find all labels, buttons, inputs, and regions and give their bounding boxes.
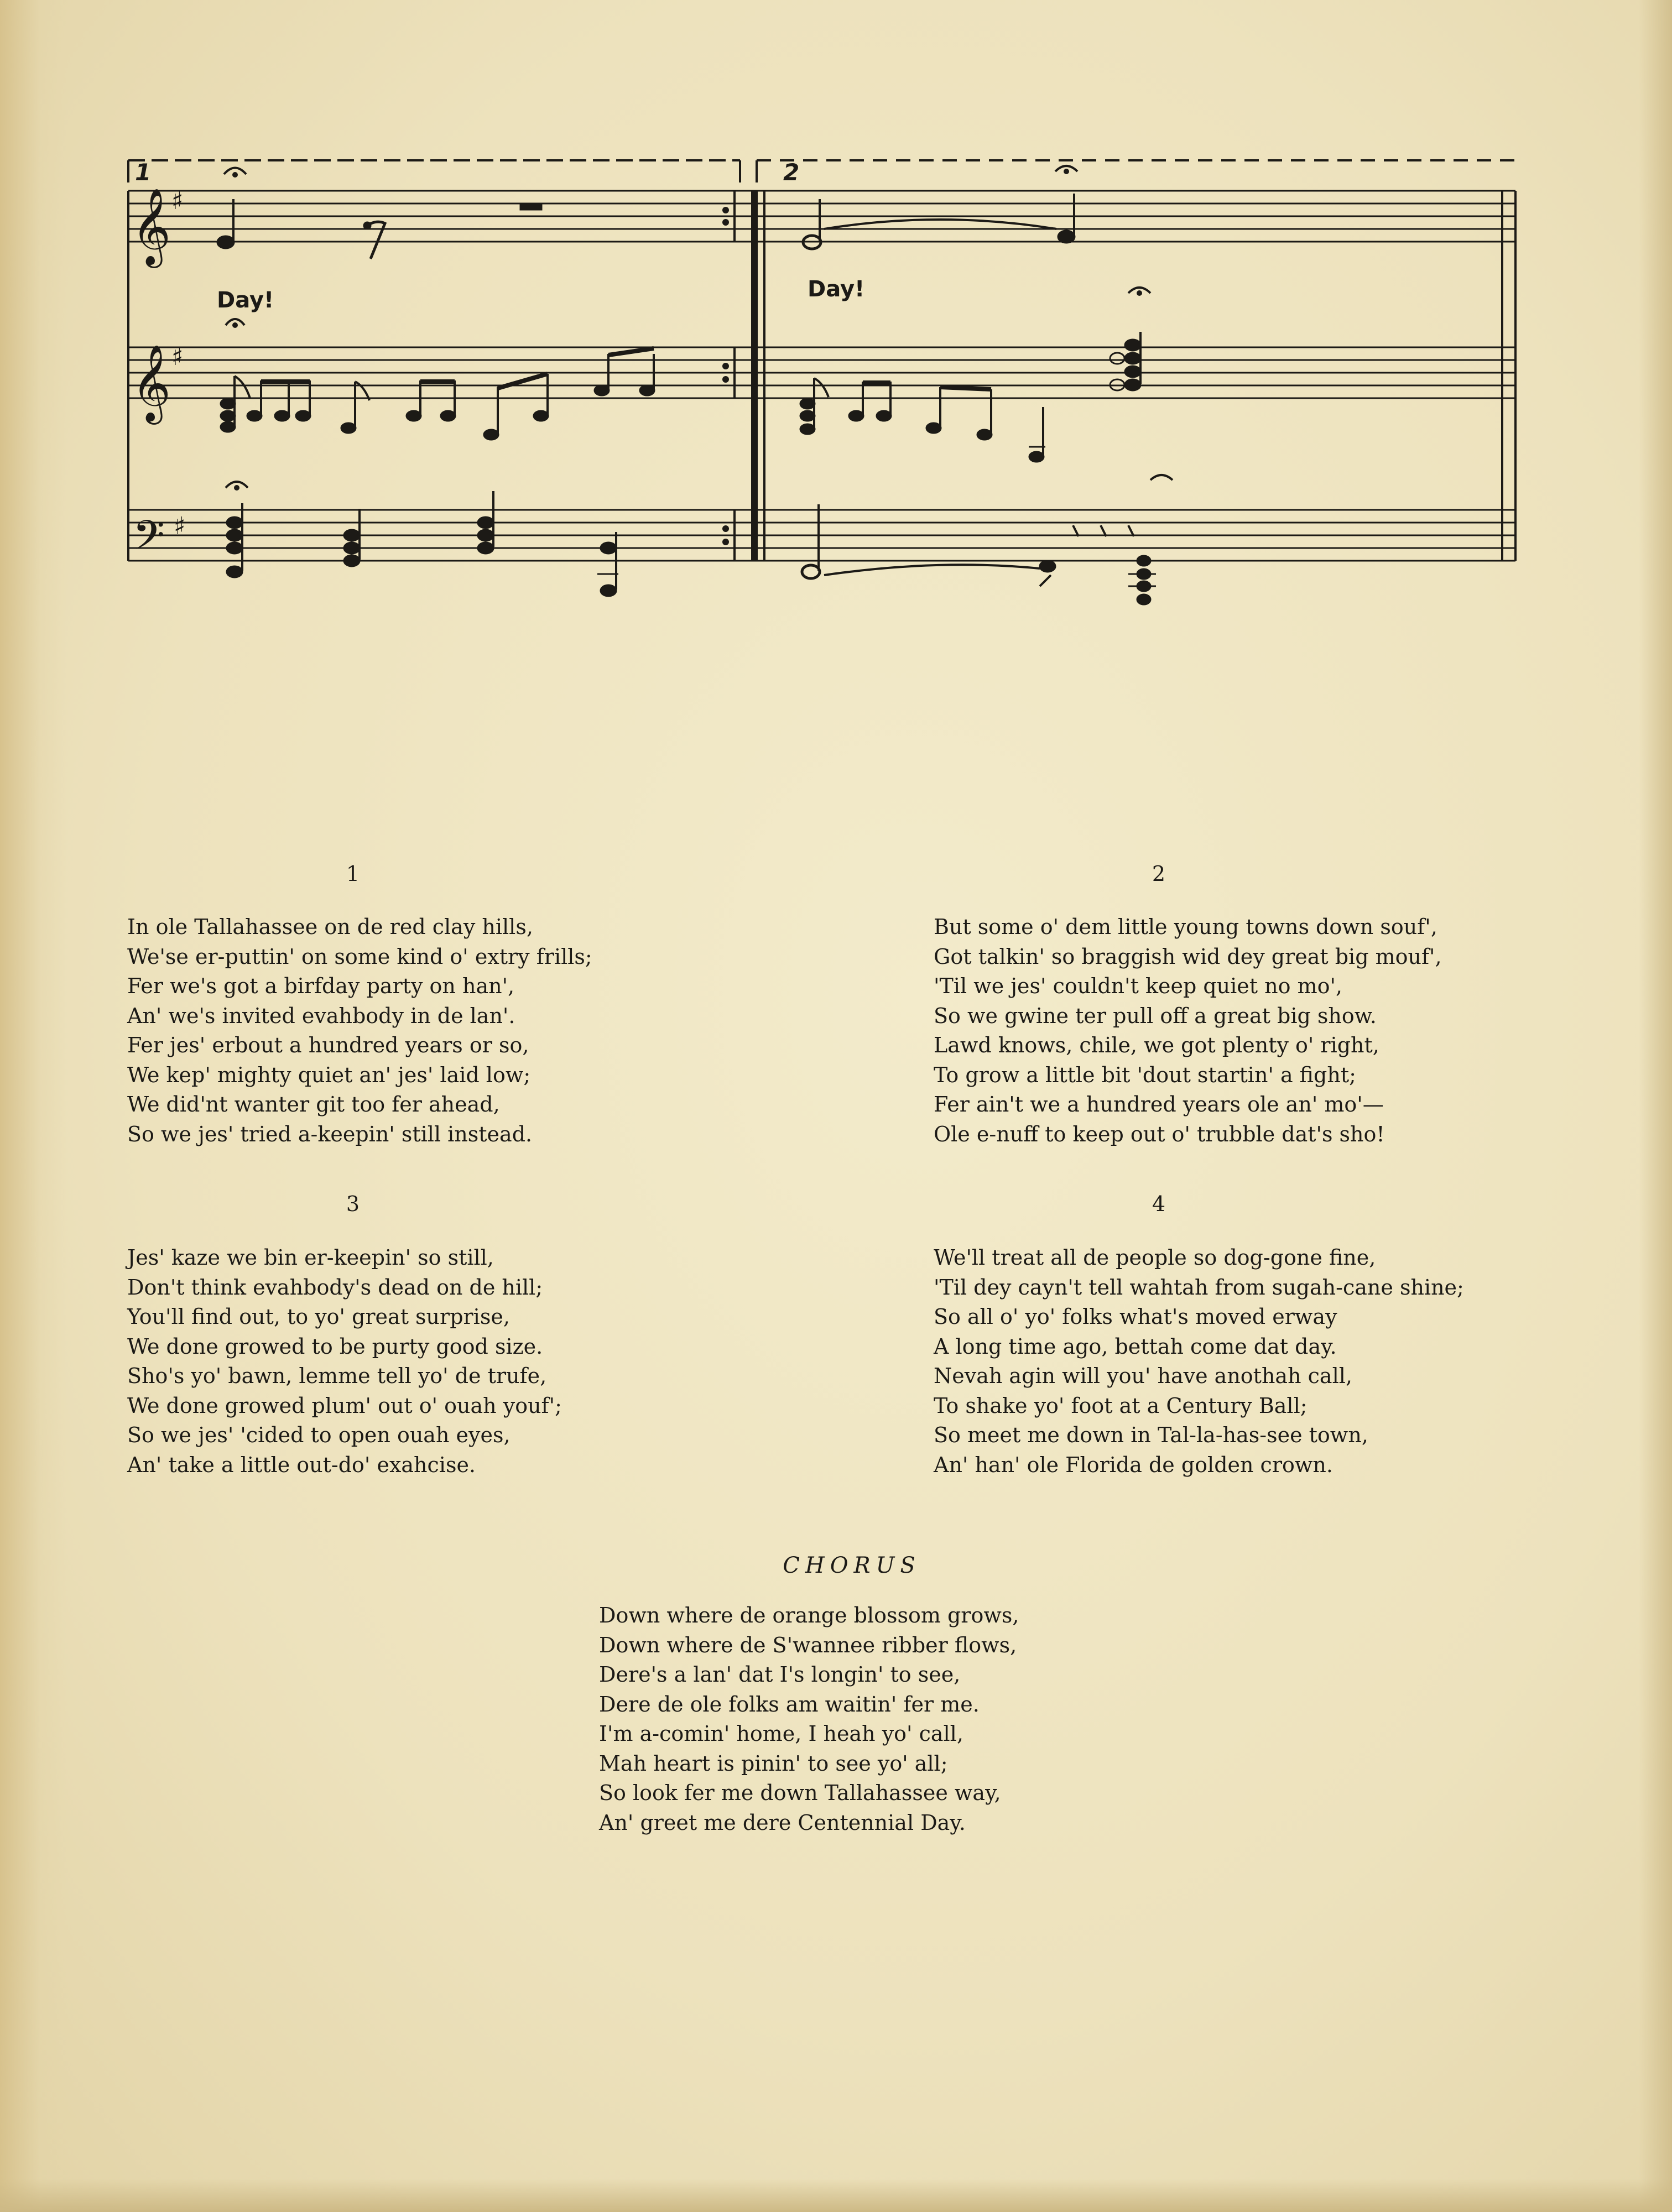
chorus-line: Mah heart is pinin' to see yo' all; [599, 1751, 948, 1776]
verse-line: We'll treat all de people so dog-gone fine, [934, 1245, 1376, 1270]
verse-line: Fer ain't we a hundred years ole an' mo'— [934, 1092, 1384, 1117]
page-aging-bottom [0, 2179, 1672, 2212]
sharp-icon: ♯ [174, 512, 186, 540]
verse-line: An' take a little out-do' exahcise. [127, 1452, 476, 1477]
verse-1 [127, 912, 592, 1149]
verse-line: We done growed to be purty good size. [127, 1334, 543, 1359]
first-ending-number: 1 [135, 159, 152, 186]
chorus-line: So look fer me down Tallahassee way, [599, 1781, 1001, 1805]
treble-clef-icon: 𝄞 [132, 188, 171, 265]
piano-bass-staff [128, 510, 1515, 561]
verse-line: Sho's yo' bawn, lemme tell yo' de trufe, [127, 1364, 547, 1388]
lyric-ending-1: Day! [217, 288, 274, 313]
verse-line: Ole e-nuff to keep out o' trubble dat's sho! [934, 1121, 1385, 1146]
music-score [0, 0, 1672, 636]
sharp-icon: ♯ [171, 343, 184, 371]
verse-line: To grow a little bit 'dout startin' a fight; [934, 1062, 1356, 1087]
verse-line: Got talkin' so braggish wid dey great big mouf', [934, 944, 1442, 969]
verse-line: You'll find out, to yo' great surprise, [127, 1305, 510, 1329]
verse-line: So we gwine ter pull off a great big show. [934, 1003, 1377, 1028]
verse-line: So all o' yo' folks what's moved erway [934, 1305, 1337, 1329]
sharp-icon: ♯ [171, 187, 184, 215]
verse-line: But some o' dem little young towns down souf', [934, 915, 1437, 939]
verse-1-number: 1 [346, 862, 360, 886]
verse-line: In ole Tallahassee on de red clay hills, [127, 915, 533, 939]
verse-line: Lawd knows, chile, we got plenty o' right, [934, 1033, 1379, 1057]
piano-treble-notes [220, 332, 1141, 462]
verse-3 [127, 1243, 562, 1480]
verse-line: 'Til we jes' couldn't keep quiet no mo', [934, 974, 1343, 998]
chorus-line: I'm a-comin' home, I heah yo' call, [599, 1721, 963, 1746]
repeat-sign [722, 207, 729, 545]
verse-line: We'se er-puttin' on some kind o' extry frills; [127, 944, 592, 969]
verse-line: So meet me down in Tal-la-has-see town, [934, 1423, 1368, 1447]
verse-line: 'Til dey cayn't tell wahtah from sugah-cane shine; [934, 1275, 1464, 1300]
verse-3-number: 3 [346, 1192, 360, 1216]
chorus-line: Dere de ole folks am waitin' fer me. [599, 1692, 980, 1717]
verse-line: Don't think evahbody's dead on de hill; [127, 1275, 543, 1300]
verse-line: We done growed plum' out o' ouah youf'; [127, 1393, 562, 1418]
chorus-line: An' greet me dere Centennial Day. [599, 1810, 966, 1835]
verse-4-number: 4 [1152, 1192, 1166, 1216]
treble-clef-icon: 𝄞 [132, 345, 171, 421]
bass-clef-icon: 𝄢 [133, 512, 165, 570]
second-ending-number: 2 [783, 159, 800, 186]
verse-line: Nevah agin will you' have anothah call, [934, 1364, 1352, 1388]
chorus-line: Down where de orange blossom grows, [599, 1603, 1019, 1627]
verse-line: A long time ago, bettah come dat day. [934, 1334, 1337, 1359]
first-ending-bracket [128, 160, 740, 182]
verse-4 [934, 1243, 1464, 1480]
chorus-line: Down where de S'wannee ribber flows, [599, 1632, 1017, 1657]
verse-2 [934, 912, 1442, 1149]
chorus-title: CHORUS [783, 1553, 921, 1578]
verse-line: Fer jes' erbout a hundred years or so, [127, 1033, 529, 1057]
vocal-staff [128, 191, 1515, 242]
verse-line: To shake yo' foot at a Century Ball; [934, 1393, 1308, 1418]
verse-line: So we jes' tried a-keepin' still instead. [127, 1121, 533, 1146]
chorus [599, 1601, 1019, 1838]
verse-2-number: 2 [1152, 862, 1166, 886]
barlines [128, 191, 1515, 561]
fermata-icons [224, 166, 1173, 488]
lyric-ending-2: Day! [808, 276, 865, 302]
piano-treble-staff [128, 347, 1515, 398]
verse-line: Fer we's got a birfday party on han', [127, 974, 515, 998]
verse-line: We did'nt wanter git too fer ahead, [127, 1092, 500, 1117]
verse-line: An' han' ole Florida de golden crown. [934, 1452, 1333, 1477]
second-ending-bracket [757, 160, 1515, 182]
chorus-line: Dere's a lan' dat I's longin' to see, [599, 1662, 961, 1687]
verse-line: We kep' mighty quiet an' jes' laid low; [127, 1062, 531, 1087]
verse-line: An' we's invited evahbody in de lan'. [127, 1003, 515, 1028]
verse-line: So we jes' 'cided to open ouah eyes, [127, 1423, 511, 1447]
verse-line: Jes' kaze we bin er-keepin' so still, [127, 1245, 494, 1270]
